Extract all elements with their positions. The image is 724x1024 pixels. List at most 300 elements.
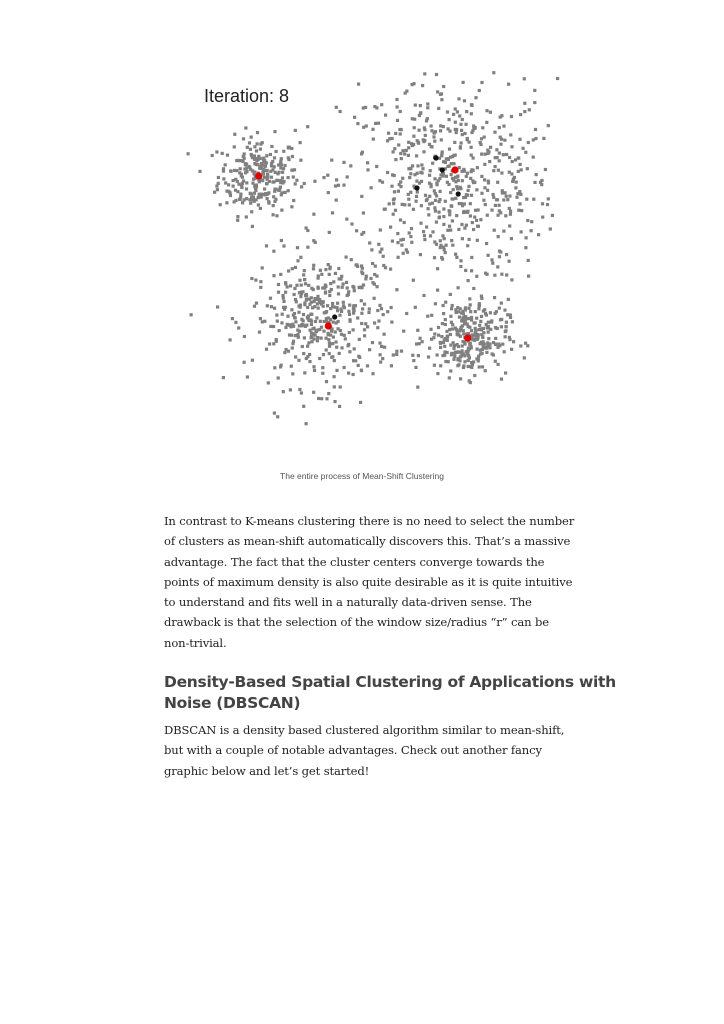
data-point bbox=[421, 167, 424, 170]
data-point bbox=[485, 314, 488, 317]
data-point bbox=[320, 397, 323, 400]
data-point bbox=[471, 221, 474, 224]
data-point bbox=[303, 182, 306, 185]
data-point bbox=[280, 191, 283, 194]
data-point bbox=[492, 196, 495, 199]
data-point bbox=[517, 156, 520, 159]
data-point bbox=[243, 168, 246, 171]
data-point bbox=[490, 258, 493, 261]
data-point bbox=[350, 258, 353, 261]
data-point bbox=[532, 198, 535, 201]
data-point bbox=[327, 191, 330, 194]
data-point bbox=[488, 160, 491, 163]
data-point bbox=[456, 175, 459, 178]
data-point bbox=[446, 165, 449, 168]
data-point bbox=[480, 137, 483, 140]
data-point bbox=[251, 225, 254, 228]
data-point bbox=[282, 167, 285, 170]
data-point bbox=[224, 181, 227, 184]
data-point bbox=[392, 213, 395, 216]
data-point bbox=[273, 156, 276, 159]
data-point bbox=[282, 150, 285, 153]
data-point bbox=[450, 162, 453, 165]
data-point bbox=[377, 319, 380, 322]
data-point bbox=[298, 388, 301, 391]
data-point bbox=[439, 239, 442, 242]
data-point bbox=[368, 307, 371, 310]
data-point bbox=[371, 372, 374, 375]
data-point bbox=[307, 284, 310, 287]
data-point bbox=[478, 365, 481, 368]
data-point bbox=[310, 296, 313, 299]
data-point bbox=[246, 146, 249, 149]
data-point bbox=[500, 302, 503, 305]
data-point bbox=[530, 229, 533, 232]
data-point bbox=[272, 274, 275, 277]
data-point bbox=[276, 320, 279, 323]
data-point bbox=[323, 320, 326, 323]
data-point bbox=[234, 199, 237, 202]
data-point bbox=[408, 203, 411, 206]
data-point bbox=[454, 253, 457, 256]
data-point bbox=[490, 209, 493, 212]
data-point bbox=[465, 175, 468, 178]
data-point bbox=[400, 350, 403, 353]
data-point bbox=[290, 169, 293, 172]
data-point bbox=[360, 195, 363, 198]
data-point bbox=[436, 267, 439, 270]
data-point bbox=[442, 246, 445, 249]
data-point bbox=[468, 347, 471, 350]
data-point bbox=[312, 213, 315, 216]
data-point bbox=[335, 346, 338, 349]
data-point bbox=[266, 304, 269, 307]
data-point bbox=[477, 359, 480, 362]
data-point bbox=[459, 265, 462, 268]
data-point bbox=[311, 306, 314, 309]
data-point bbox=[280, 321, 283, 324]
data-point bbox=[508, 338, 511, 341]
data-point bbox=[495, 148, 498, 151]
data-point bbox=[551, 214, 554, 217]
data-point bbox=[360, 369, 363, 372]
data-point bbox=[232, 185, 235, 188]
data-point bbox=[489, 328, 492, 331]
data-point bbox=[416, 164, 419, 167]
data-point bbox=[477, 307, 480, 310]
data-point bbox=[457, 345, 460, 348]
data-point bbox=[293, 316, 296, 319]
data-point bbox=[430, 145, 433, 148]
data-point bbox=[316, 339, 319, 342]
data-point bbox=[352, 328, 355, 331]
data-point bbox=[243, 152, 246, 155]
data-point bbox=[486, 273, 489, 276]
data-point bbox=[486, 326, 489, 329]
data-point bbox=[428, 195, 431, 198]
data-point bbox=[514, 186, 517, 189]
data-point bbox=[442, 85, 445, 88]
data-point bbox=[320, 303, 323, 306]
data-point bbox=[423, 234, 426, 237]
data-point bbox=[321, 366, 324, 369]
data-point bbox=[299, 291, 302, 294]
data-point bbox=[438, 216, 441, 219]
data-point bbox=[300, 284, 303, 287]
data-point bbox=[366, 325, 369, 328]
data-point bbox=[468, 297, 471, 300]
data-point bbox=[272, 204, 275, 207]
data-point bbox=[360, 312, 363, 315]
data-point bbox=[259, 280, 262, 283]
data-point bbox=[326, 304, 329, 307]
data-point bbox=[389, 226, 392, 229]
data-point bbox=[409, 167, 412, 170]
data-point bbox=[467, 307, 470, 310]
data-point bbox=[487, 331, 490, 334]
data-point bbox=[243, 198, 246, 201]
data-point bbox=[399, 132, 402, 135]
data-point bbox=[423, 126, 426, 129]
data-point bbox=[454, 197, 457, 200]
data-point bbox=[473, 181, 476, 184]
data-point bbox=[499, 116, 502, 119]
data-point bbox=[275, 214, 278, 217]
data-point bbox=[390, 185, 393, 188]
data-point bbox=[510, 237, 513, 240]
data-point bbox=[439, 346, 442, 349]
data-point bbox=[475, 337, 478, 340]
data-point bbox=[442, 312, 445, 315]
data-point bbox=[213, 191, 216, 194]
data-point bbox=[322, 176, 325, 179]
data-point bbox=[328, 341, 331, 344]
data-point bbox=[415, 200, 418, 203]
paragraph-line: drawback is that the selection of the window size/radius “r” can be bbox=[164, 615, 549, 630]
data-point bbox=[438, 177, 441, 180]
data-point bbox=[455, 214, 458, 217]
data-point bbox=[362, 126, 365, 129]
data-point bbox=[287, 146, 290, 149]
data-point bbox=[454, 107, 457, 110]
data-point bbox=[341, 286, 344, 289]
data-point bbox=[526, 167, 529, 170]
data-point bbox=[393, 190, 396, 193]
data-point bbox=[452, 113, 455, 116]
data-point bbox=[228, 190, 231, 193]
data-point bbox=[410, 227, 413, 230]
data-point bbox=[291, 372, 294, 375]
data-point bbox=[390, 306, 393, 309]
data-point bbox=[354, 359, 357, 362]
data-point bbox=[436, 90, 439, 93]
data-point bbox=[370, 248, 373, 251]
data-point bbox=[256, 131, 259, 134]
data-point bbox=[328, 273, 331, 276]
data-point bbox=[498, 255, 501, 258]
data-point bbox=[363, 303, 366, 306]
data-point bbox=[494, 343, 497, 346]
data-point bbox=[524, 246, 527, 249]
data-point bbox=[301, 345, 304, 348]
data-point bbox=[440, 98, 443, 101]
data-point bbox=[421, 340, 424, 343]
data-point bbox=[246, 375, 249, 378]
data-point bbox=[259, 148, 262, 151]
data-point bbox=[475, 219, 478, 222]
data-point bbox=[459, 328, 462, 331]
data-point bbox=[221, 152, 224, 155]
data-point bbox=[286, 285, 289, 288]
data-point bbox=[378, 179, 381, 182]
data-point bbox=[305, 422, 308, 425]
data-point bbox=[302, 319, 305, 322]
data-point bbox=[274, 198, 277, 201]
cluster-center bbox=[325, 322, 332, 329]
data-point bbox=[366, 168, 369, 171]
data-point bbox=[497, 169, 500, 172]
data-point bbox=[461, 344, 464, 347]
data-point bbox=[373, 321, 376, 324]
data-point bbox=[477, 225, 480, 228]
data-point bbox=[386, 171, 389, 174]
data-point bbox=[465, 193, 468, 196]
data-point bbox=[402, 238, 405, 241]
data-point bbox=[523, 77, 526, 80]
data-point bbox=[485, 242, 488, 245]
data-point bbox=[455, 131, 458, 134]
data-point bbox=[422, 294, 425, 297]
data-point bbox=[461, 118, 464, 121]
data-point bbox=[362, 211, 365, 214]
data-point bbox=[317, 277, 320, 280]
data-point bbox=[294, 129, 297, 132]
paragraph-line: of clusters as mean-shift automatically discovers this. That’s a massive bbox=[164, 534, 571, 549]
data-point bbox=[267, 381, 270, 384]
cluster-center bbox=[464, 334, 471, 341]
data-point bbox=[331, 342, 334, 345]
data-point bbox=[322, 353, 325, 356]
data-point bbox=[533, 181, 536, 184]
data-point bbox=[293, 293, 296, 296]
data-point bbox=[316, 295, 319, 298]
data-point bbox=[463, 202, 466, 205]
data-point bbox=[462, 332, 465, 335]
data-point bbox=[502, 125, 505, 128]
data-point bbox=[252, 178, 255, 181]
data-point bbox=[474, 330, 477, 333]
data-point bbox=[387, 132, 390, 135]
data-point bbox=[493, 296, 496, 299]
data-point bbox=[465, 110, 468, 113]
data-point bbox=[502, 230, 505, 233]
data-point bbox=[250, 153, 253, 156]
data-point bbox=[429, 234, 432, 237]
data-point bbox=[349, 164, 352, 167]
data-point bbox=[342, 301, 345, 304]
data-point bbox=[501, 343, 504, 346]
data-point bbox=[410, 142, 413, 145]
data-point bbox=[464, 269, 467, 272]
data-point bbox=[322, 330, 325, 333]
data-point bbox=[507, 83, 510, 86]
data-point bbox=[273, 366, 276, 369]
data-point bbox=[522, 147, 525, 150]
data-point bbox=[430, 185, 433, 188]
data-point bbox=[437, 211, 440, 214]
data-point bbox=[369, 277, 372, 280]
window-marker bbox=[332, 314, 337, 319]
data-point bbox=[449, 191, 452, 194]
data-point bbox=[419, 337, 422, 340]
data-point bbox=[496, 181, 499, 184]
data-point bbox=[541, 202, 544, 205]
data-point bbox=[407, 141, 410, 144]
data-point bbox=[254, 279, 257, 282]
data-point bbox=[439, 190, 442, 193]
data-point bbox=[498, 307, 501, 310]
data-point bbox=[376, 326, 379, 329]
data-point bbox=[499, 143, 502, 146]
data-point bbox=[277, 291, 280, 294]
data-point bbox=[352, 312, 355, 315]
data-point bbox=[291, 323, 294, 326]
data-point bbox=[442, 207, 445, 210]
cluster-center bbox=[255, 172, 262, 179]
data-point bbox=[337, 184, 340, 187]
data-point bbox=[418, 342, 421, 345]
data-point bbox=[450, 173, 453, 176]
data-point bbox=[231, 317, 234, 320]
data-point bbox=[284, 291, 287, 294]
data-point bbox=[260, 162, 263, 165]
data-point bbox=[412, 135, 415, 138]
data-point bbox=[395, 288, 398, 291]
data-point bbox=[520, 168, 523, 171]
data-point bbox=[267, 200, 270, 203]
data-point bbox=[519, 344, 522, 347]
data-point bbox=[472, 228, 475, 231]
data-point bbox=[456, 364, 459, 367]
data-point bbox=[243, 335, 246, 338]
paragraph-line: graphic below and let’s get started! bbox=[164, 763, 370, 778]
data-point bbox=[510, 172, 513, 175]
data-point bbox=[426, 198, 429, 201]
data-point bbox=[279, 186, 282, 189]
data-point bbox=[470, 256, 473, 259]
data-point bbox=[305, 299, 308, 302]
data-point bbox=[324, 291, 327, 294]
data-point bbox=[475, 275, 478, 278]
data-point bbox=[383, 333, 386, 336]
data-point bbox=[315, 316, 318, 319]
data-point bbox=[480, 297, 483, 300]
data-point bbox=[424, 134, 427, 137]
data-point bbox=[346, 175, 349, 178]
data-point bbox=[384, 114, 387, 117]
data-point bbox=[426, 102, 429, 105]
data-point bbox=[279, 161, 282, 164]
data-point bbox=[377, 122, 380, 125]
data-point bbox=[252, 195, 255, 198]
data-point bbox=[533, 89, 536, 92]
data-point bbox=[399, 218, 402, 221]
data-point bbox=[360, 264, 363, 267]
data-point bbox=[277, 376, 280, 379]
data-point bbox=[448, 118, 451, 121]
data-point bbox=[467, 365, 470, 368]
data-point bbox=[306, 306, 309, 309]
data-point bbox=[499, 251, 502, 254]
data-point bbox=[330, 159, 333, 162]
data-point bbox=[490, 319, 493, 322]
data-point bbox=[334, 340, 337, 343]
data-point bbox=[283, 308, 286, 311]
data-point bbox=[317, 397, 320, 400]
data-point bbox=[431, 202, 434, 205]
data-point bbox=[493, 131, 496, 134]
data-point bbox=[480, 175, 483, 178]
data-point bbox=[451, 304, 454, 307]
data-point bbox=[510, 115, 513, 118]
data-point bbox=[345, 218, 348, 221]
data-point bbox=[240, 174, 243, 177]
data-point bbox=[427, 213, 430, 216]
data-point bbox=[459, 377, 462, 380]
data-point bbox=[222, 376, 225, 379]
data-point bbox=[360, 270, 363, 273]
data-point bbox=[525, 198, 528, 201]
data-point bbox=[458, 114, 461, 117]
data-point bbox=[463, 354, 466, 357]
data-point bbox=[258, 331, 261, 334]
data-point bbox=[268, 342, 271, 345]
data-point bbox=[434, 302, 437, 305]
data-point bbox=[494, 165, 497, 168]
data-point bbox=[328, 294, 331, 297]
section-heading-dbscan bbox=[164, 672, 616, 714]
data-point bbox=[422, 230, 425, 233]
data-point bbox=[306, 316, 309, 319]
data-point bbox=[442, 223, 445, 226]
data-point bbox=[497, 343, 500, 346]
data-point bbox=[498, 159, 501, 162]
data-point bbox=[476, 166, 479, 169]
data-point bbox=[435, 73, 438, 76]
data-point bbox=[419, 222, 422, 225]
data-point bbox=[452, 154, 455, 157]
data-point bbox=[250, 136, 253, 139]
data-point bbox=[439, 364, 442, 367]
data-point bbox=[327, 338, 330, 341]
section-heading-block bbox=[164, 672, 616, 714]
data-point bbox=[236, 215, 239, 218]
data-point bbox=[462, 329, 465, 332]
data-point bbox=[364, 322, 367, 325]
data-point bbox=[449, 293, 452, 296]
data-point bbox=[250, 277, 253, 280]
data-point bbox=[435, 221, 438, 224]
data-point bbox=[303, 301, 306, 304]
data-point bbox=[379, 361, 382, 364]
data-point bbox=[392, 202, 395, 205]
data-point bbox=[435, 194, 438, 197]
data-point bbox=[290, 205, 293, 208]
data-point bbox=[245, 163, 248, 166]
data-point bbox=[495, 327, 498, 330]
data-point bbox=[479, 143, 482, 146]
data-point bbox=[448, 148, 451, 151]
